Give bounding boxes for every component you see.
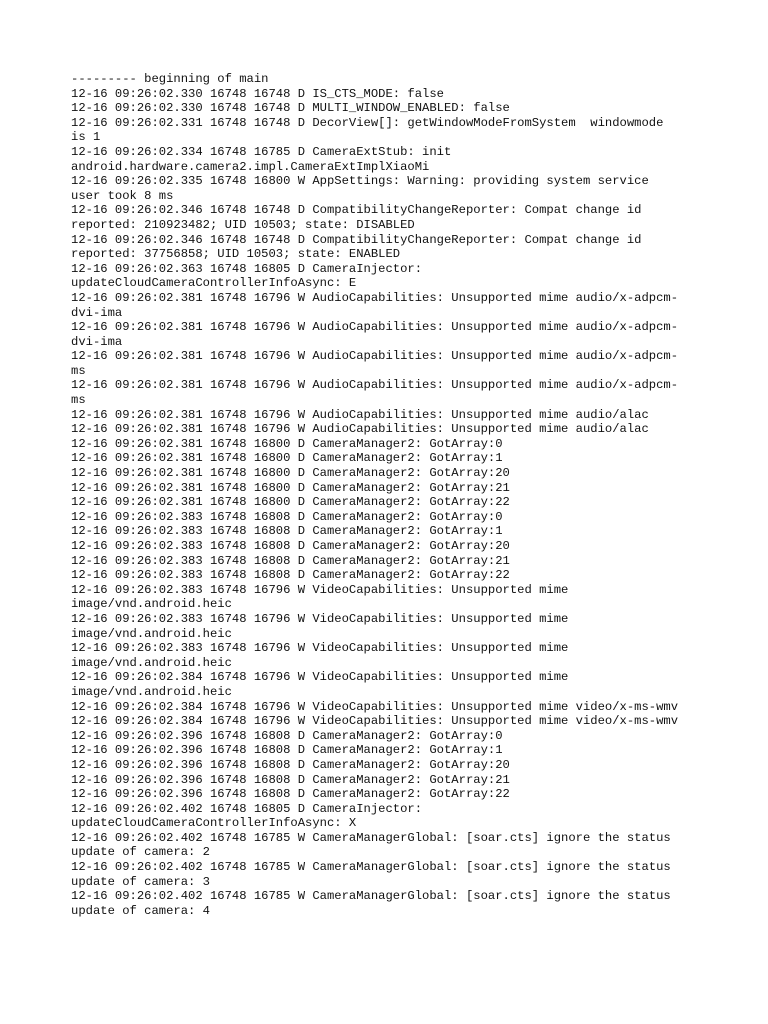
- log-line: 12-16 09:26:02.330 16748 16748 D IS_CTS_MODE: false: [71, 86, 444, 101]
- log-line: 12-16 09:26:02.331 16748 16748 D DecorView[]: getWindowModeFromSystem windowmode: [71, 115, 664, 130]
- log-line: 12-16 09:26:02.383 16748 16796 W VideoCapabilities: Unsupported mime: [71, 641, 569, 656]
- log-line: 12-16 09:26:02.396 16748 16808 D CameraManager2: GotArray:21: [71, 772, 510, 787]
- log-line: 12-16 09:26:02.384 16748 16796 W VideoCapabilities: Unsupported mime video/x-ms-wmv: [71, 714, 679, 729]
- log-line: 12-16 09:26:02.383 16748 16796 W VideoCapabilities: Unsupported mime: [71, 582, 569, 597]
- log-line: ms: [71, 393, 86, 408]
- log-line: 12-16 09:26:02.381 16748 16796 W AudioCapabilities: Unsupported mime audio/x-adpcm-: [71, 378, 679, 393]
- log-line: 12-16 09:26:02.381 16748 16796 W AudioCapabilities: Unsupported mime audio/alac: [71, 422, 649, 437]
- log-line: updateCloudCameraControllerInfoAsync: E: [71, 276, 357, 291]
- log-line: 12-16 09:26:02.384 16748 16796 W VideoCapabilities: Unsupported mime video/x-ms-wmv: [71, 699, 679, 714]
- log-line: updateCloudCameraControllerInfoAsync: X: [71, 816, 357, 831]
- log-line: 12-16 09:26:02.383 16748 16796 W VideoCapabilities: Unsupported mime: [71, 611, 569, 626]
- log-line: 12-16 09:26:02.384 16748 16796 W VideoCapabilities: Unsupported mime: [71, 670, 569, 685]
- log-line: user took 8 ms: [71, 188, 174, 203]
- log-line: 12-16 09:26:02.383 16748 16808 D CameraManager2: GotArray:20: [71, 539, 510, 553]
- log-line: 12-16 09:26:02.346 16748 16748 D CompatibilityChangeReporter: Compat change id: [71, 232, 642, 247]
- log-line: ms: [71, 363, 86, 378]
- log-line: android.hardware.camera2.impl.CameraExtImplXiaoMi: [71, 159, 430, 174]
- log-line: 12-16 09:26:02.402 16748 16785 W CameraManagerGlobal: [soar.cts] ignore the status: [71, 889, 671, 904]
- log-line: 12-16 09:26:02.330 16748 16748 D MULTI_WINDOW_ENABLED: false: [71, 101, 510, 116]
- log-line: 12-16 09:26:02.381 16748 16796 W AudioCapabilities: Unsupported mime audio/alac: [71, 407, 649, 422]
- log-line: dvi-ima: [71, 334, 123, 349]
- log-line: 12-16 09:26:02.396 16748 16808 D CameraManager2: GotArray:22: [71, 787, 510, 802]
- log-line: 12-16 09:26:02.363 16748 16805 D CameraInjector:: [71, 261, 423, 276]
- log-line: image/vnd.android.heic: [71, 597, 232, 612]
- log-line: 12-16 09:26:02.381 16748 16800 D CameraManager2: GotArray:0: [71, 436, 503, 451]
- log-line: 12-16 09:26:02.383 16748 16808 D CameraManager2: GotArray:22: [71, 568, 510, 583]
- log-line: 12-16 09:26:02.381 16748 16800 D CameraManager2: GotArray:21: [71, 480, 510, 495]
- log-line: 12-16 09:26:02.383 16748 16808 D CameraManager2: GotArray:0: [71, 509, 503, 524]
- log-line: update of camera: 3: [71, 874, 210, 889]
- log-line: 12-16 09:26:02.381 16748 16800 D CameraManager2: GotArray:22: [71, 495, 510, 510]
- log-line: 12-16 09:26:02.381 16748 16800 D CameraManager2: GotArray:1: [71, 451, 503, 466]
- log-line: 12-16 09:26:02.402 16748 16785 W CameraManagerGlobal: [soar.cts] ignore the status: [71, 860, 671, 875]
- log-line: 12-16 09:26:02.402 16748 16805 D CameraInjector:: [71, 801, 423, 816]
- log-line: 12-16 09:26:02.334 16748 16785 D CameraExtStub: init: [71, 144, 452, 159]
- log-line: is 1: [71, 130, 101, 145]
- log-line: 12-16 09:26:02.335 16748 16800 W AppSettings: Warning: providing system service: [71, 174, 649, 189]
- log-line: image/vnd.android.heic: [71, 684, 232, 699]
- log-line: 12-16 09:26:02.381 16748 16796 W AudioCapabilities: Unsupported mime audio/x-adpcm-: [71, 320, 679, 335]
- log-line: 12-16 09:26:02.381 16748 16796 W AudioCapabilities: Unsupported mime audio/x-adpcm-: [71, 349, 679, 364]
- log-line: dvi-ima: [71, 305, 123, 320]
- log-line: --------- beginning of main: [71, 72, 269, 86]
- log-line: reported: 37756858; UID 10503; state: ENABLED: [71, 247, 401, 262]
- log-line: 12-16 09:26:02.396 16748 16808 D CameraManager2: GotArray:1: [71, 743, 503, 758]
- log-line: image/vnd.android.heic: [71, 626, 232, 641]
- log-line: 12-16 09:26:02.402 16748 16785 W CameraManagerGlobal: [soar.cts] ignore the status: [71, 830, 671, 845]
- log-line: 12-16 09:26:02.381 16748 16800 D CameraManager2: GotArray:20: [71, 466, 510, 481]
- log-line: update of camera: 2: [71, 845, 210, 860]
- log-line: 12-16 09:26:02.381 16748 16796 W AudioCapabilities: Unsupported mime audio/x-adpcm-: [71, 290, 679, 305]
- log-line: 12-16 09:26:02.383 16748 16808 D CameraManager2: GotArray:21: [71, 553, 510, 568]
- log-line: 12-16 09:26:02.396 16748 16808 D CameraManager2: GotArray:0: [71, 728, 503, 743]
- log-line: 12-16 09:26:02.396 16748 16808 D CameraManager2: GotArray:20: [71, 757, 510, 772]
- log-line: reported: 210923482; UID 10503; state: DISABLED: [71, 217, 415, 232]
- log-line: update of camera: 4: [71, 903, 210, 918]
- log-text-block: [71, 72, 711, 918]
- log-line: image/vnd.android.heic: [71, 655, 232, 670]
- log-line: 12-16 09:26:02.383 16748 16808 D CameraManager2: GotArray:1: [71, 524, 503, 539]
- log-line: 12-16 09:26:02.346 16748 16748 D CompatibilityChangeReporter: Compat change id: [71, 203, 642, 218]
